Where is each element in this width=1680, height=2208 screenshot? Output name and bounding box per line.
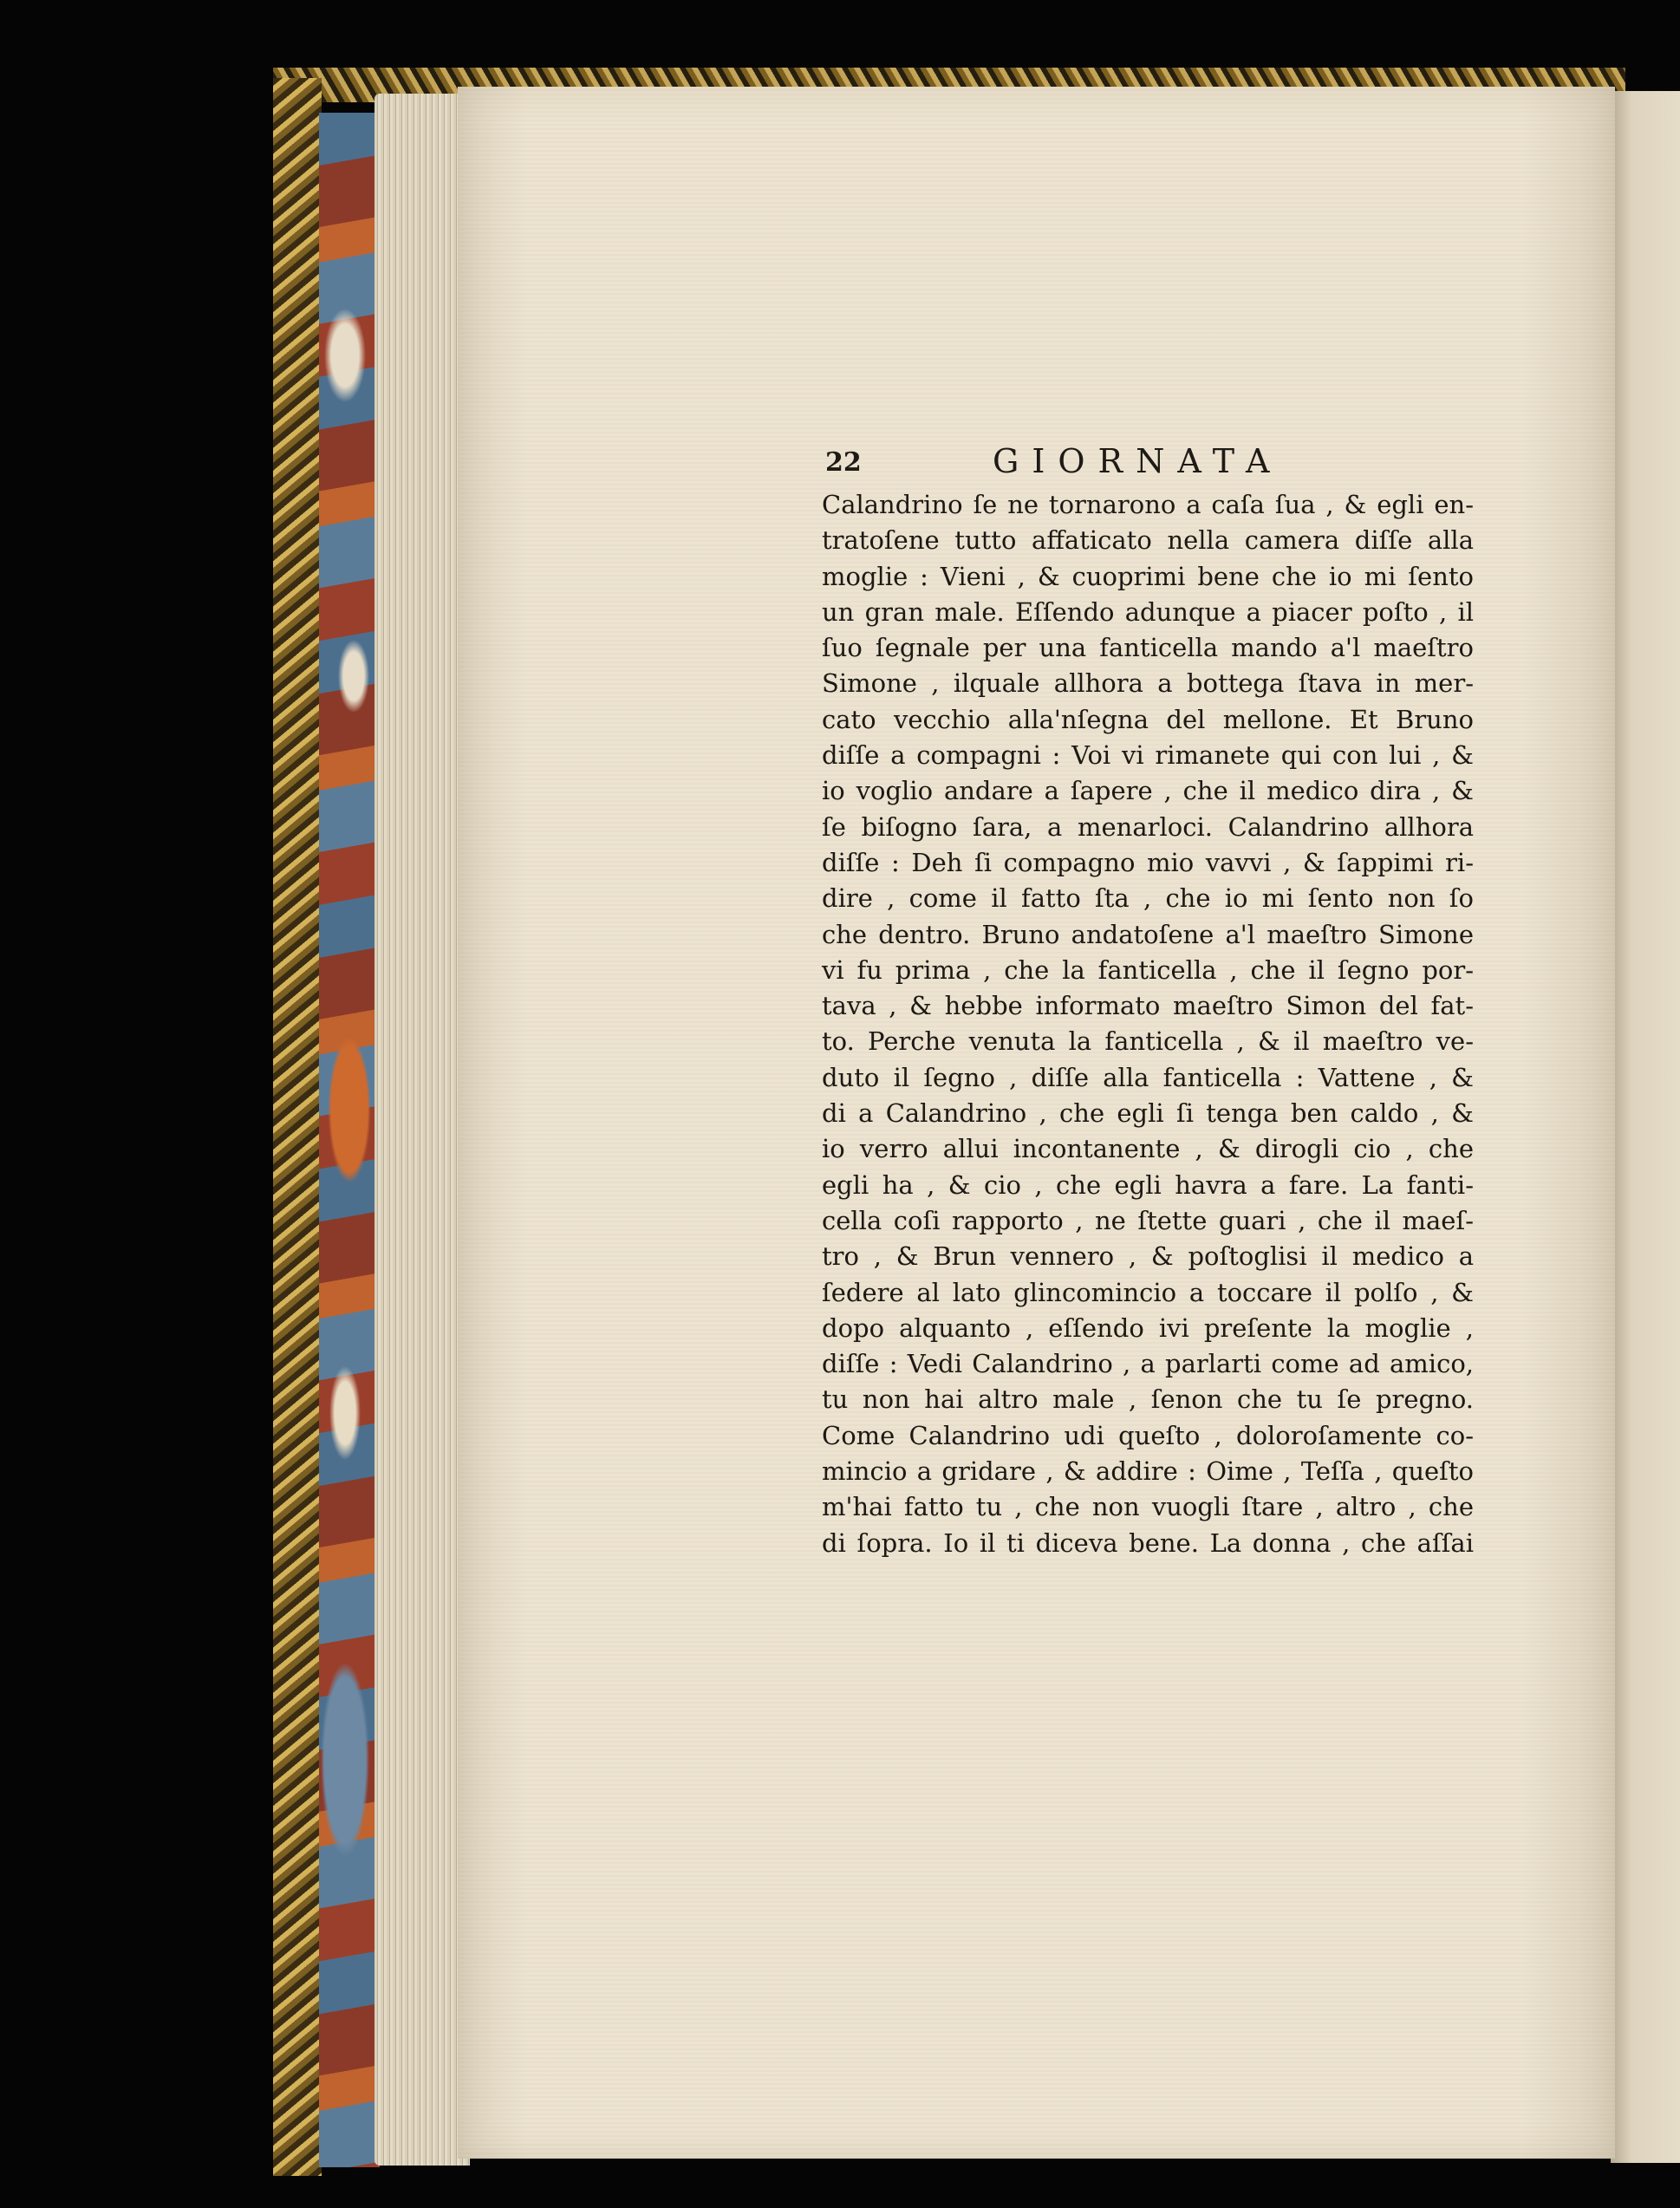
- text-line: Simone , ilquale allhora a bottega ſtava in mer-: [822, 668, 1474, 699]
- text-line: un gran male. Eſſendo adunque a piacer poſto , il: [822, 596, 1474, 627]
- running-head: GIORNATA: [993, 442, 1283, 480]
- text-line: diſſe : Vedi Calandrino , a parlarti come ad amico,: [822, 1349, 1474, 1379]
- text-line: m'hai fatto tu , che non vuogli ſtare , altro , che: [822, 1492, 1474, 1522]
- page-edges: [374, 94, 470, 2166]
- text-line: dopo alquanto , eſſendo ivi preſente la moglie ,: [822, 1312, 1474, 1343]
- text-line: to. Perche venuta la fanticella , & il maeſtro ve-: [822, 1026, 1474, 1057]
- text-line: ſe biſogno ſara, a menarloci. Calandrino allhora: [822, 811, 1474, 842]
- text-line: mincio a gridare , & addire : Oime , Teſſa , queſto: [822, 1456, 1474, 1487]
- text-line: diſſe : Deh ſi compagno mio vavvi , & ſappimi ri-: [822, 847, 1474, 877]
- text-line: Come Calandrino udi queſto , doloroſamente co-: [822, 1420, 1474, 1450]
- text-line: vi fu prima , che la fanticella , che il ſegno por-: [822, 954, 1474, 985]
- text-line: che dentro. Bruno andatoſene a'l maeſtro Simone: [822, 919, 1474, 949]
- text-line: ſedere al lato glincomincio a toccare il polſo , &: [822, 1277, 1474, 1307]
- text-line: moglie : Vieni , & cuoprimi bene che io mi ſento: [822, 561, 1474, 591]
- marbled-endpaper: [319, 113, 380, 2167]
- text-line: diſſe a compagni : Voi vi rimanete qui con lui , &: [822, 740, 1474, 771]
- page-number: 22: [825, 447, 862, 478]
- text-line: ſuo ſegnale per una fanticella mando a'l maeſtro: [822, 633, 1474, 663]
- text-line: tu non hai altro male , ſenon che tu ſe pregno.: [822, 1384, 1474, 1415]
- body-text: [822, 487, 1474, 1561]
- text-line: egli ha , & cio , che egli havra a fare. La fanti-: [822, 1169, 1474, 1200]
- gilt-border-left: [273, 78, 322, 2176]
- text-line: dire , come il fatto ſta , che io mi ſento non ſo: [822, 883, 1474, 914]
- text-line: tro , & Brun vennero , & poſtoglisi il medico a: [822, 1241, 1474, 1272]
- facing-page-edge: [1611, 91, 1680, 2163]
- text-line: di ſopra. Io il ti diceva bene. La donna , che aſſai: [822, 1527, 1474, 1558]
- text-line: duto il ſegno , diſſe alla fanticella : Vattene , &: [822, 1062, 1474, 1092]
- text-line: Calandrino ſe ne tornarono a caſa ſua , & egli en-: [822, 490, 1474, 519]
- text-line: di a Calandrino , che egli ſi tenga ben caldo , &: [822, 1098, 1474, 1129]
- text-line: tava , & hebbe informato maeſtro Simon del fat-: [822, 991, 1474, 1021]
- text-line: tratoſene tutto affaticato nella camera diſſe alla: [822, 525, 1474, 556]
- text-line: io verro allui incontanente , & dirogli cio , che: [822, 1134, 1474, 1164]
- text-line: cella coſi rapporto , ne ſtette guari , che il maeſ-: [822, 1205, 1474, 1235]
- page-header: [824, 442, 1465, 494]
- text-line: io voglio andare a ſapere , che il medico dira , &: [822, 776, 1474, 806]
- text-line: cato vecchio alla'nſegna del mellone. Et Bruno: [822, 704, 1474, 734]
